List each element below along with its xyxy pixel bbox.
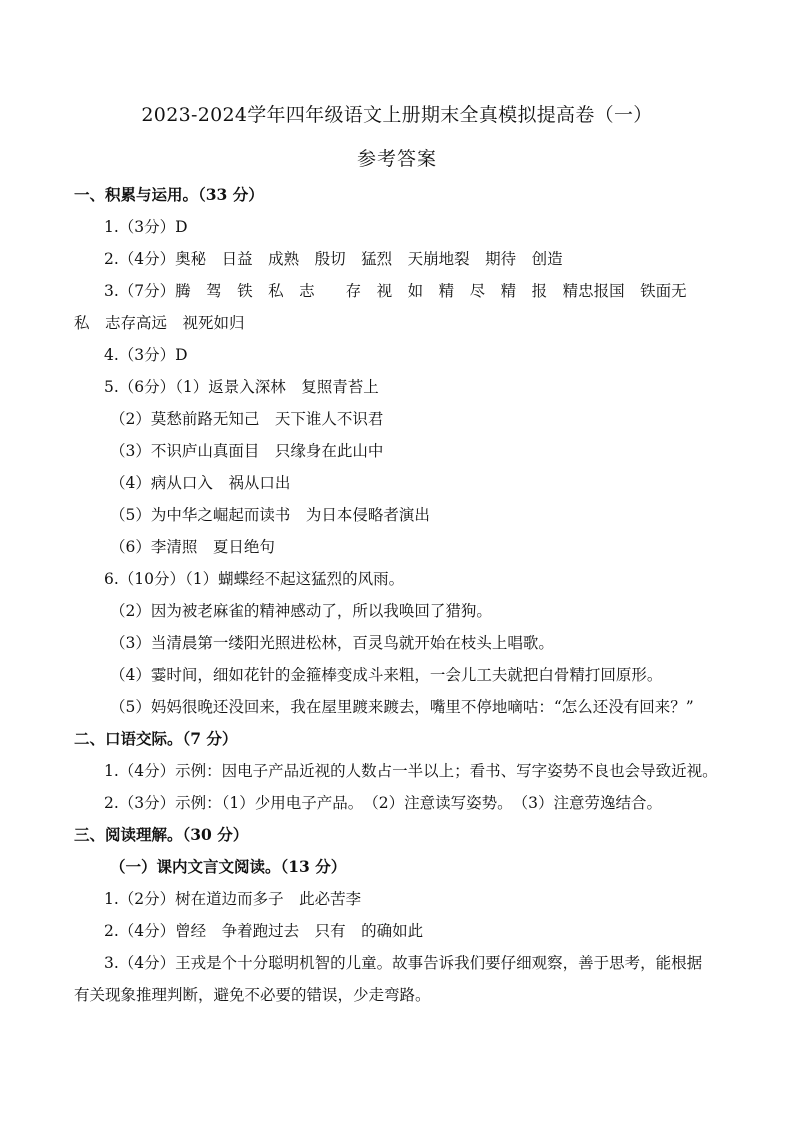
subsection-heading: （一）课内文言文阅读。（13 分） xyxy=(110,857,347,876)
answer-line: （2）莫愁前路无知己 天下谁人不识君 xyxy=(110,410,384,428)
answer-line: 1.（2分）树在道边而多子 此必苦李 xyxy=(104,890,362,908)
answer-line: 5.（6分）（1）返景入深林 复照青苔上 xyxy=(104,378,379,396)
section-heading: 一、积累与运用。（33 分） xyxy=(74,185,264,204)
answer-line: 6.（10分）（1）蝴蝶经不起这猛烈的风雨。 xyxy=(104,570,405,588)
answer-line: 3.（4分）王戎是个十分聪明机智的儿童。故事告诉我们要仔细观察，善于思考，能根据 xyxy=(104,954,703,972)
answer-line: 1.（3分）D xyxy=(104,218,188,236)
answer-line: （5）为中华之崛起而读书 为日本侵略者演出 xyxy=(110,506,430,524)
page-subtitle: 参考答案 xyxy=(356,148,437,170)
answer-line: 2.（3分）示例：（1）少用电子产品。 （2）注意读写姿势。 （3）注意劳逸结合。 xyxy=(104,794,662,812)
page-title: 2023-2024学年四年级语文上册期末全真模拟提高卷（一） xyxy=(141,104,653,126)
answer-line: （3）不识庐山真面目 只缘身在此山中 xyxy=(110,442,384,460)
answer-line: 私 志存高远 视死如归 xyxy=(74,314,245,332)
section-heading: 二、口语交际。（7 分） xyxy=(74,729,238,748)
answer-line: 1.（4分）示例：因电子产品近视的人数占一半以上；看书、写字姿势不良也会导致近视。 xyxy=(104,762,718,780)
answer-line: （3）当清晨第一缕阳光照进松林，百灵鸟就开始在枝头上唱歌。 xyxy=(110,634,554,652)
answer-line: （6）李清照 夏日绝句 xyxy=(110,538,275,556)
answer-line: 2.（4分）曾经 争着跑过去 只有 的确如此 xyxy=(104,922,424,940)
answer-line: 有关现象推理判断，避免不必要的错误，少走弯路。 xyxy=(74,986,431,1004)
answer-line: （4）病从口入 祸从口出 xyxy=(110,474,291,492)
answer-line: 2.（4分）奥秘 日益 成熟 殷切 猛烈 天崩地裂 期待 创造 xyxy=(104,250,563,268)
answer-line: 4.（3分）D xyxy=(104,346,188,364)
answer-line: （2）因为被老麻雀的精神感动了，所以我唤回了猎狗。 xyxy=(110,602,492,620)
answer-line: （4）霎时间，细如花针的金箍棒变成斗来粗，一会儿工夫就把白骨精打回原形。 xyxy=(110,666,663,684)
answer-line: （5）妈妈很晚还没回来，我在屋里踱来踱去，嘴里不停地嘀咕：“怎么还没有回来？” xyxy=(110,698,694,716)
section-heading: 三、阅读理解。（30 分） xyxy=(74,825,249,844)
answer-line: 3.（7分）腾 驾 铁 私 志 存 视 如 精 尽 精 报 精忠报国 铁面无 xyxy=(104,282,687,300)
